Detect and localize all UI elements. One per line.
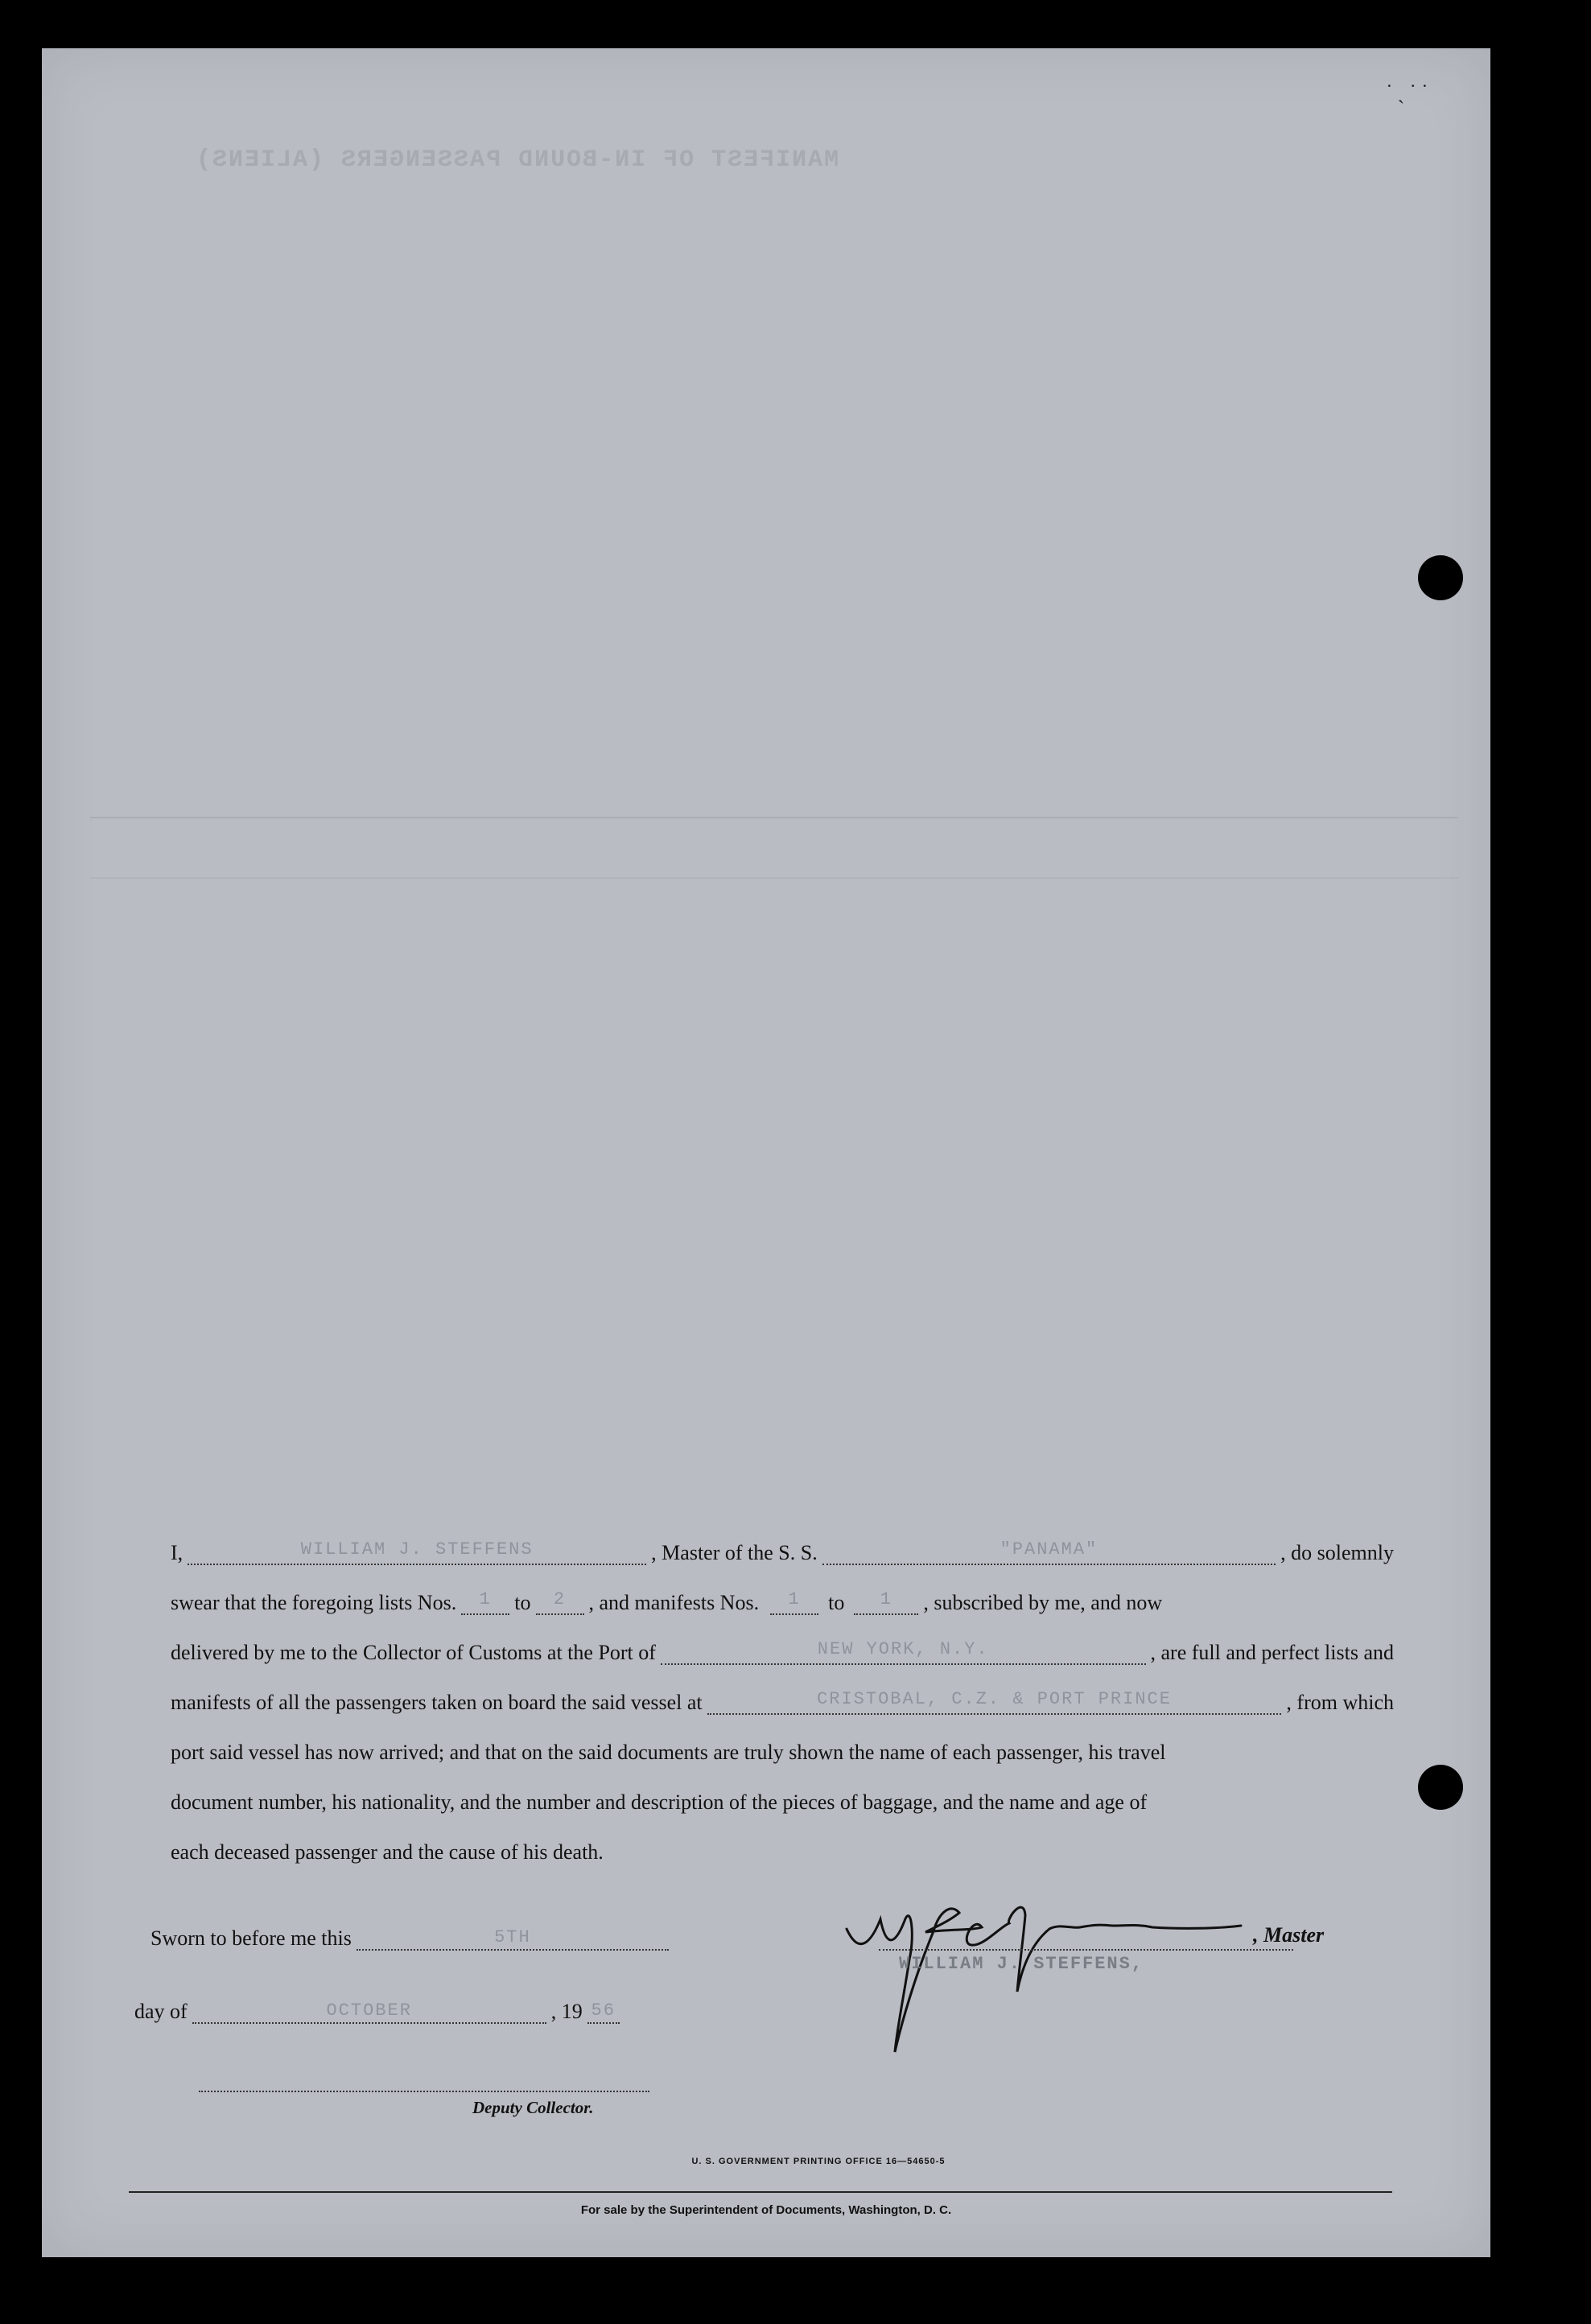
day-field: 5TH <box>357 1928 669 1951</box>
printing-office-line: U. S. GOVERNMENT PRINTING OFFICE 16—54650-5 <box>691 2157 946 2166</box>
lists-to-field: 2 <box>536 1593 584 1615</box>
manifests-from-field: 1 <box>770 1593 818 1615</box>
bleedthrough-rule <box>90 817 1458 818</box>
footer-rule <box>129 2191 1392 2193</box>
punch-hole-top <box>1418 555 1463 600</box>
swear-text: swear that the foregoing lists Nos. <box>171 1591 457 1614</box>
manifests-text: , and manifests Nos. <box>588 1591 760 1614</box>
declaration-line-7 <box>171 1840 1394 1865</box>
embark-port-field: CRISTOBAL, C.Z. & PORT PRINCE <box>707 1692 1282 1715</box>
deputy-collector-label: Deputy Collector. <box>472 2098 594 2117</box>
punch-hole-bottom <box>1418 1765 1463 1810</box>
typed-master-name: WILLIAM J. STEFFENS, <box>899 1954 1144 1974</box>
intro-text: I, <box>171 1541 183 1564</box>
year-prefix-text: , 19 <box>550 2000 583 2023</box>
manifests-of-text: manifests of all the passengers taken on board the said vessel at <box>171 1691 703 1714</box>
declaration-line-3 <box>171 1641 1394 1665</box>
oath-declaration <box>171 1541 1394 1943</box>
lists-from-field: 1 <box>461 1593 509 1615</box>
to-text-2: to <box>828 1591 845 1614</box>
declaration-line-6 <box>171 1790 1394 1815</box>
subscribed-text: , subscribed by me, and now <box>923 1591 1163 1614</box>
declaration-line-1 <box>171 1541 1394 1565</box>
master-of-text: , Master of the S. S. <box>651 1541 818 1564</box>
deputy-signature-line <box>199 2091 649 2092</box>
date-line <box>134 2000 698 2024</box>
year-field: 56 <box>587 2001 620 2024</box>
port-field: NEW YORK, N.Y. <box>661 1642 1146 1665</box>
declaration-text-7: each deceased passenger and the cause of his death. <box>171 1840 604 1864</box>
corner-marks: ˙ˎ˙˙ <box>1386 80 1433 104</box>
full-perfect-text: , are full and perfect lists and <box>1150 1641 1394 1664</box>
from-which-text: , from which <box>1286 1691 1394 1714</box>
bleedthrough-rule <box>90 877 1458 879</box>
bleedthrough-title: MANIFEST OF IN-BOUND PASSENGERS (ALIENS) <box>195 146 839 174</box>
month-field: OCTOBER <box>192 2001 546 2024</box>
day-of-text: day of <box>134 2000 188 2023</box>
ship-name-field: "PANAMA" <box>822 1543 1276 1565</box>
manifests-to-field: 1 <box>854 1593 918 1615</box>
declaration-text-6: document number, his nationality, and the number and description of the pieces of baggage, and the name and age of <box>171 1790 1148 1814</box>
sworn-line <box>150 1926 674 1951</box>
solemnly-text: , do solemnly <box>1280 1541 1394 1564</box>
to-text: to <box>514 1591 531 1614</box>
document-page <box>42 48 1490 2257</box>
master-signature-line <box>879 1949 1293 1951</box>
delivered-text: delivered by me to the Collector of Customs at the Port of <box>171 1641 656 1664</box>
master-name-field: WILLIAM J. STEFFENS <box>188 1543 646 1565</box>
declaration-text-5: port said vessel has now arrived; and that on the said documents are truly shown the name of each passenger, his travel <box>171 1741 1166 1764</box>
declaration-line-4 <box>171 1691 1394 1715</box>
sworn-text: Sworn to before me this <box>150 1926 352 1950</box>
master-label: , Master <box>1253 1923 1325 1947</box>
declaration-line-5 <box>171 1741 1394 1765</box>
declaration-line-2 <box>171 1591 1394 1615</box>
for-sale-line: For sale by the Superintendent of Documents, Washington, D. C. <box>580 2203 952 2217</box>
